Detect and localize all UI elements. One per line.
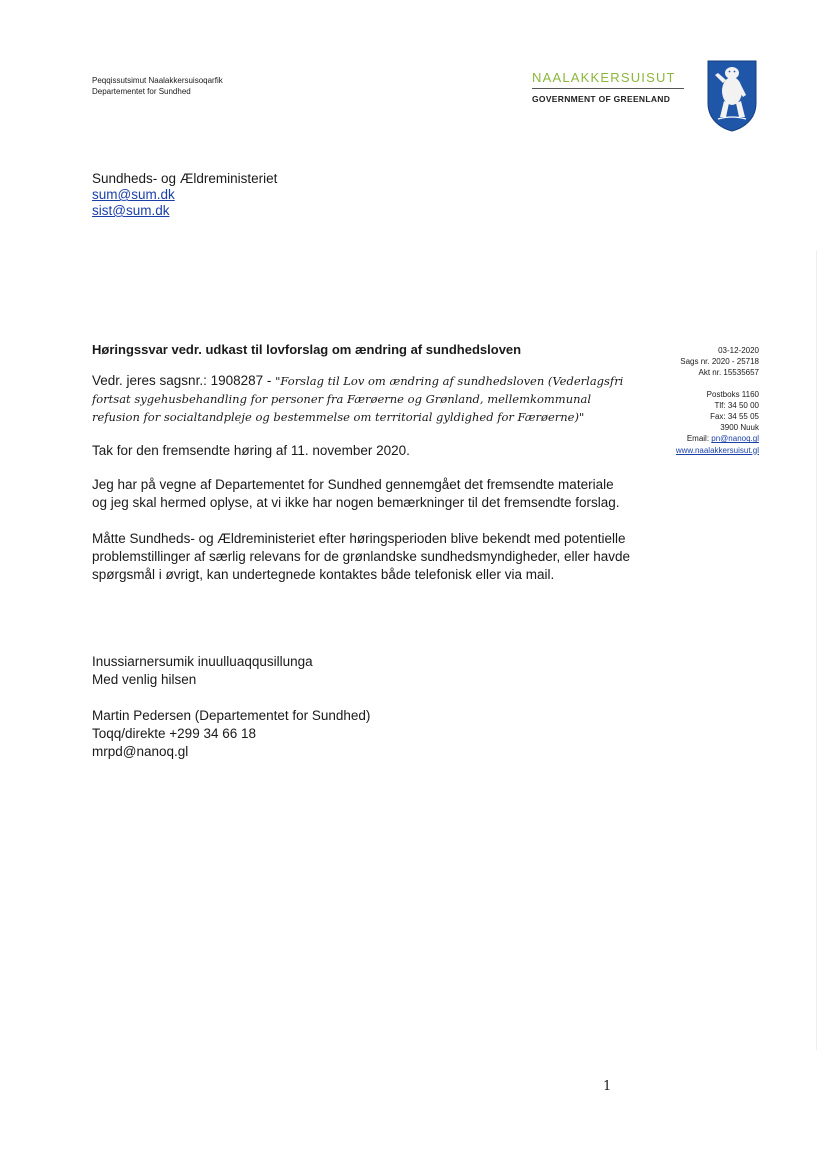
city: 3900 Nuuk	[720, 423, 759, 433]
review-paragraph: Jeg har på vegne af Departementet for Sundhed gennemgået det fremsendte materiale og jeg skal hermed oplyse, at vi ikke har nogen bemærkninger til det fremsendte forslag.	[92, 477, 620, 510]
greenland-coat-of-arms-icon	[706, 59, 758, 133]
direct-phone: Toqq/direkte +299 34 66 18	[92, 726, 257, 741]
contact-email-link[interactable]: pn@nanoq.gl	[711, 434, 759, 444]
signer-name: Martin Pedersen (Departementet for Sundhed)	[92, 708, 371, 723]
department-header	[92, 75, 223, 97]
signer-email: mrpd@nanoq.gl	[92, 744, 189, 759]
letter-subject: Høringssvar vedr. udkast til lovforslag om ændring af sundhedsloven	[92, 342, 522, 357]
government-divider	[532, 88, 684, 89]
greeting-greenlandic: Inussiarnersumik inuulluaqqusillunga	[92, 654, 313, 669]
contact-paragraph: Måtte Sundheds- og Ældreministeriet efter høringsperioden blive bekendt med potentielle problemstillinger af særlig relevans for de grønlandske sundhedsmyndigheder, eller havde spørgsmål i øvrigt, kan undertegnede kontaktes både telefonisk eller via mail.	[92, 531, 631, 582]
government-name: NAALAKKERSUISUT	[532, 70, 676, 85]
recipient-email-link[interactable]: sist@sum.dk	[92, 203, 170, 218]
department-name-danish: Departementet for Sundhed	[92, 87, 191, 96]
greeting-danish: Med venlig hilsen	[92, 672, 197, 687]
email-label: Email:	[686, 434, 712, 444]
postbox: Postboks 1160	[706, 389, 759, 399]
contact-email	[676, 433, 759, 444]
thanks-paragraph: Tak for den fremsendte høring af 11. november 2020.	[92, 443, 410, 458]
reference-prefix: Vedr. jeres sagsnr.: 1908287 -	[92, 373, 276, 388]
letter-metadata	[676, 345, 759, 456]
case-number: Sags nr. 2020 - 25718	[680, 357, 759, 367]
recipient-name: Sundheds- og Ældreministeriet	[92, 171, 278, 186]
letter-date: 03-12-2020	[718, 346, 759, 355]
page-number: 1	[603, 1079, 612, 1094]
phone: Tlf: 34 50 00	[714, 400, 759, 410]
recipient-email-link[interactable]: sum@sum.dk	[92, 187, 175, 202]
recipient-block	[92, 171, 277, 219]
reference-title: "Forslag til Lov om ændring af sundhedsloven (Vederlagsfri fortsat sygehusbehandling for personer fra Færøerne og Grønland, mellemkommunal refusion for socialtandpleje og bestemmelse om territorial gyldighed for Færøerne)"	[92, 374, 624, 424]
fax: Fax: 34 55 05	[710, 412, 759, 422]
reference-paragraph	[92, 372, 632, 426]
closing-block	[92, 653, 370, 761]
website-link[interactable]: www.naalakkersuisut.gl	[675, 445, 759, 455]
government-name-english: GOVERNMENT OF GREENLAND	[532, 94, 671, 104]
page-edge-divider	[816, 250, 817, 1050]
file-number: Akt nr. 15535657	[698, 368, 759, 378]
department-name-greenlandic: Peqqissutsimut Naalakkersuisoqarfik	[92, 76, 223, 85]
